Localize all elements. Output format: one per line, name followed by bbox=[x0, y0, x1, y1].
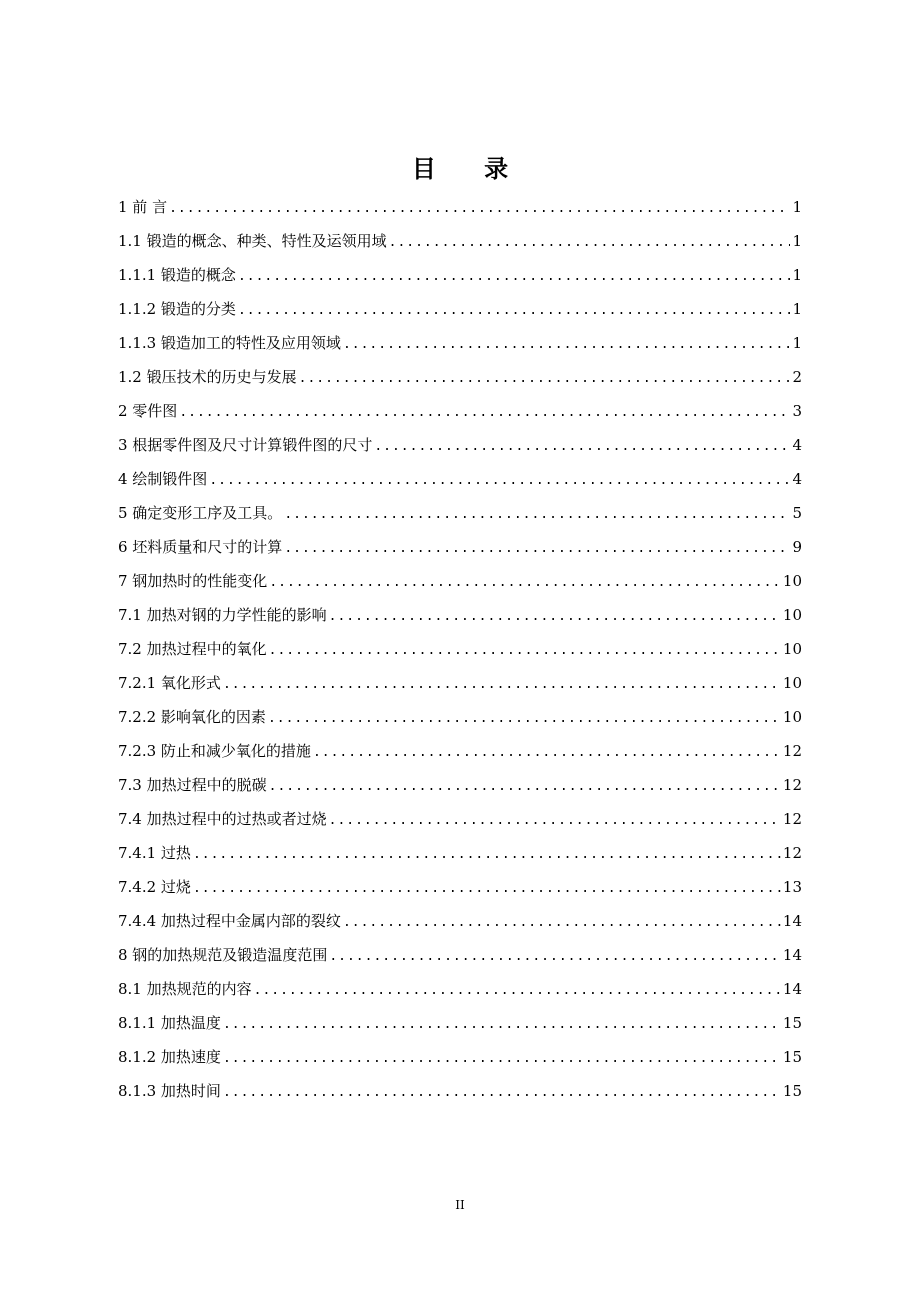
toc-dot-leader bbox=[269, 566, 781, 600]
toc-dot-leader bbox=[223, 668, 781, 702]
toc-entry[interactable] bbox=[118, 1074, 802, 1108]
toc-dot-leader bbox=[238, 260, 791, 294]
toc-entry-page: 1 bbox=[792, 300, 802, 318]
toc-entry[interactable] bbox=[118, 292, 802, 326]
toc-entry[interactable] bbox=[118, 326, 802, 360]
toc-entry[interactable] bbox=[118, 428, 802, 462]
toc-entry[interactable] bbox=[118, 1040, 802, 1074]
toc-entry-label: 7.4.2 过烧 bbox=[118, 878, 191, 896]
toc-dot-leader bbox=[269, 634, 781, 668]
toc-entry[interactable] bbox=[118, 360, 802, 394]
toc-entry-label: 7 钢加热时的性能变化 bbox=[118, 572, 268, 590]
toc-entry[interactable] bbox=[118, 496, 802, 530]
toc-entry-label: 1.2 锻压技术的历史与发展 bbox=[118, 368, 297, 386]
toc-entry-label: 8.1.3 加热时间 bbox=[118, 1082, 221, 1100]
toc-entry-page: 12 bbox=[782, 776, 802, 794]
toc-entry-label: 7.4.4 加热过程中金属内部的裂纹 bbox=[118, 912, 341, 930]
toc-entry-label: 6 坯料质量和尺寸的计算 bbox=[118, 538, 283, 556]
toc-entry-page: 10 bbox=[782, 606, 802, 624]
toc-dot-leader bbox=[329, 804, 781, 838]
page-title: 目 录 bbox=[411, 155, 529, 183]
page-number: II bbox=[455, 1198, 465, 1212]
toc-entry-label: 8.1 加热规范的内容 bbox=[118, 980, 252, 998]
toc-entry[interactable] bbox=[118, 598, 802, 632]
toc-entry-page: 10 bbox=[782, 708, 802, 726]
toc-entry-label: 7.2.3 防止和减少氧化的措施 bbox=[118, 742, 311, 760]
toc-dot-leader bbox=[169, 192, 790, 226]
toc-entry[interactable] bbox=[118, 1006, 802, 1040]
toc-entry-page: 14 bbox=[782, 946, 802, 964]
toc-dot-leader bbox=[269, 770, 781, 804]
toc-entry-page: 1 bbox=[792, 334, 802, 352]
toc-entry-page: 4 bbox=[792, 436, 802, 454]
toc-entry[interactable] bbox=[118, 224, 802, 258]
toc-dot-leader bbox=[223, 1042, 781, 1076]
toc-entry-page: 9 bbox=[792, 538, 802, 556]
toc-entry-page: 15 bbox=[782, 1082, 802, 1100]
toc-entry-page: 12 bbox=[782, 810, 802, 828]
toc-entry[interactable] bbox=[118, 700, 802, 734]
toc-dot-leader bbox=[313, 736, 781, 770]
toc-entry-label: 1.1.2 锻造的分类 bbox=[118, 300, 236, 318]
toc-entry-label: 7.4 加热过程中的过热或者过烧 bbox=[118, 810, 327, 828]
toc-entry-label: 7.2.1 氧化形式 bbox=[118, 674, 221, 692]
toc-entry-label: 4 绘制锻件图 bbox=[118, 470, 208, 488]
toc-entry-page: 13 bbox=[782, 878, 802, 896]
toc-entry-label: 7.3 加热过程中的脱碳 bbox=[118, 776, 267, 794]
toc-dot-leader bbox=[193, 838, 781, 872]
toc-entry-page: 15 bbox=[782, 1014, 802, 1032]
toc-entry-page: 14 bbox=[782, 912, 802, 930]
toc-entry[interactable] bbox=[118, 632, 802, 666]
toc-entry-page: 10 bbox=[782, 674, 802, 692]
toc-dot-leader bbox=[284, 498, 790, 532]
toc-entry[interactable] bbox=[118, 836, 802, 870]
toc-entry-page: 4 bbox=[792, 470, 802, 488]
toc-entry[interactable] bbox=[118, 666, 802, 700]
toc-entry-page: 2 bbox=[792, 368, 802, 386]
toc-entry[interactable] bbox=[118, 190, 802, 224]
toc-entry-label: 8.1.2 加热速度 bbox=[118, 1048, 221, 1066]
toc-dot-leader bbox=[223, 1008, 781, 1042]
toc-entry[interactable] bbox=[118, 972, 802, 1006]
toc-entry-label: 2 零件图 bbox=[118, 402, 178, 420]
toc-entry-page: 1 bbox=[792, 232, 802, 250]
toc-entry-page: 15 bbox=[782, 1048, 802, 1066]
toc-entry[interactable] bbox=[118, 938, 802, 972]
toc-entry[interactable] bbox=[118, 394, 802, 428]
toc-entry-label: 5 确定变形工序及工具。 bbox=[118, 504, 283, 522]
toc-entry-label: 7.1 加热对钢的力学性能的影响 bbox=[118, 606, 327, 624]
toc-dot-leader bbox=[284, 532, 790, 566]
toc-entry[interactable] bbox=[118, 768, 802, 802]
toc-entry-label: 7.2 加热过程中的氧化 bbox=[118, 640, 267, 658]
toc-entry[interactable] bbox=[118, 734, 802, 768]
toc-dot-leader bbox=[329, 600, 781, 634]
toc-dot-leader bbox=[343, 906, 781, 940]
toc-entry-page: 10 bbox=[782, 572, 802, 590]
toc-dot-leader bbox=[329, 940, 781, 974]
toc-dot-leader bbox=[299, 362, 791, 396]
toc-entry[interactable] bbox=[118, 258, 802, 292]
toc-entry-label: 1 前 言 bbox=[118, 198, 168, 216]
toc-dot-leader bbox=[179, 396, 790, 430]
toc-dot-leader bbox=[209, 464, 790, 498]
toc-dot-leader bbox=[223, 1076, 781, 1110]
toc-entry-label: 8.1.1 加热温度 bbox=[118, 1014, 221, 1032]
toc-entry-label: 1.1 锻造的概念、种类、特性及运领用域 bbox=[118, 232, 387, 250]
toc-entry-page: 12 bbox=[782, 742, 802, 760]
toc-entry[interactable] bbox=[118, 530, 802, 564]
toc-dot-leader bbox=[374, 430, 790, 464]
toc-entry-label: 1.1.3 锻造加工的特性及应用领域 bbox=[118, 334, 341, 352]
toc-dot-leader bbox=[193, 872, 781, 906]
toc-entry-label: 7.2.2 影响氧化的因素 bbox=[118, 708, 266, 726]
toc-entry-page: 12 bbox=[782, 844, 802, 862]
toc-entry-page: 1 bbox=[792, 266, 802, 284]
toc-entry-label: 3 根据零件图及尺寸计算锻件图的尺寸 bbox=[118, 436, 373, 454]
toc-entry-label: 7.4.1 过热 bbox=[118, 844, 191, 862]
toc-entry[interactable] bbox=[118, 870, 802, 904]
toc-entry[interactable] bbox=[118, 462, 802, 496]
toc-dot-leader bbox=[238, 294, 791, 328]
toc-dot-leader bbox=[254, 974, 781, 1008]
toc-entry[interactable] bbox=[118, 904, 802, 938]
toc-dot-leader bbox=[268, 702, 781, 736]
toc-entry-page: 14 bbox=[782, 980, 802, 998]
toc-dot-leader bbox=[343, 328, 791, 362]
toc-entry-page: 1 bbox=[792, 198, 802, 216]
toc-entry-page: 3 bbox=[792, 402, 802, 420]
toc-entry-page: 10 bbox=[782, 640, 802, 658]
toc-entry-page: 5 bbox=[792, 504, 802, 522]
table-of-contents bbox=[118, 190, 802, 1108]
toc-dot-leader bbox=[389, 226, 791, 260]
toc-entry-label: 1.1.1 锻造的概念 bbox=[118, 266, 236, 284]
toc-entry-label: 8 钢的加热规范及锻造温度范围 bbox=[118, 946, 328, 964]
toc-entry[interactable] bbox=[118, 564, 802, 598]
toc-entry[interactable] bbox=[118, 802, 802, 836]
